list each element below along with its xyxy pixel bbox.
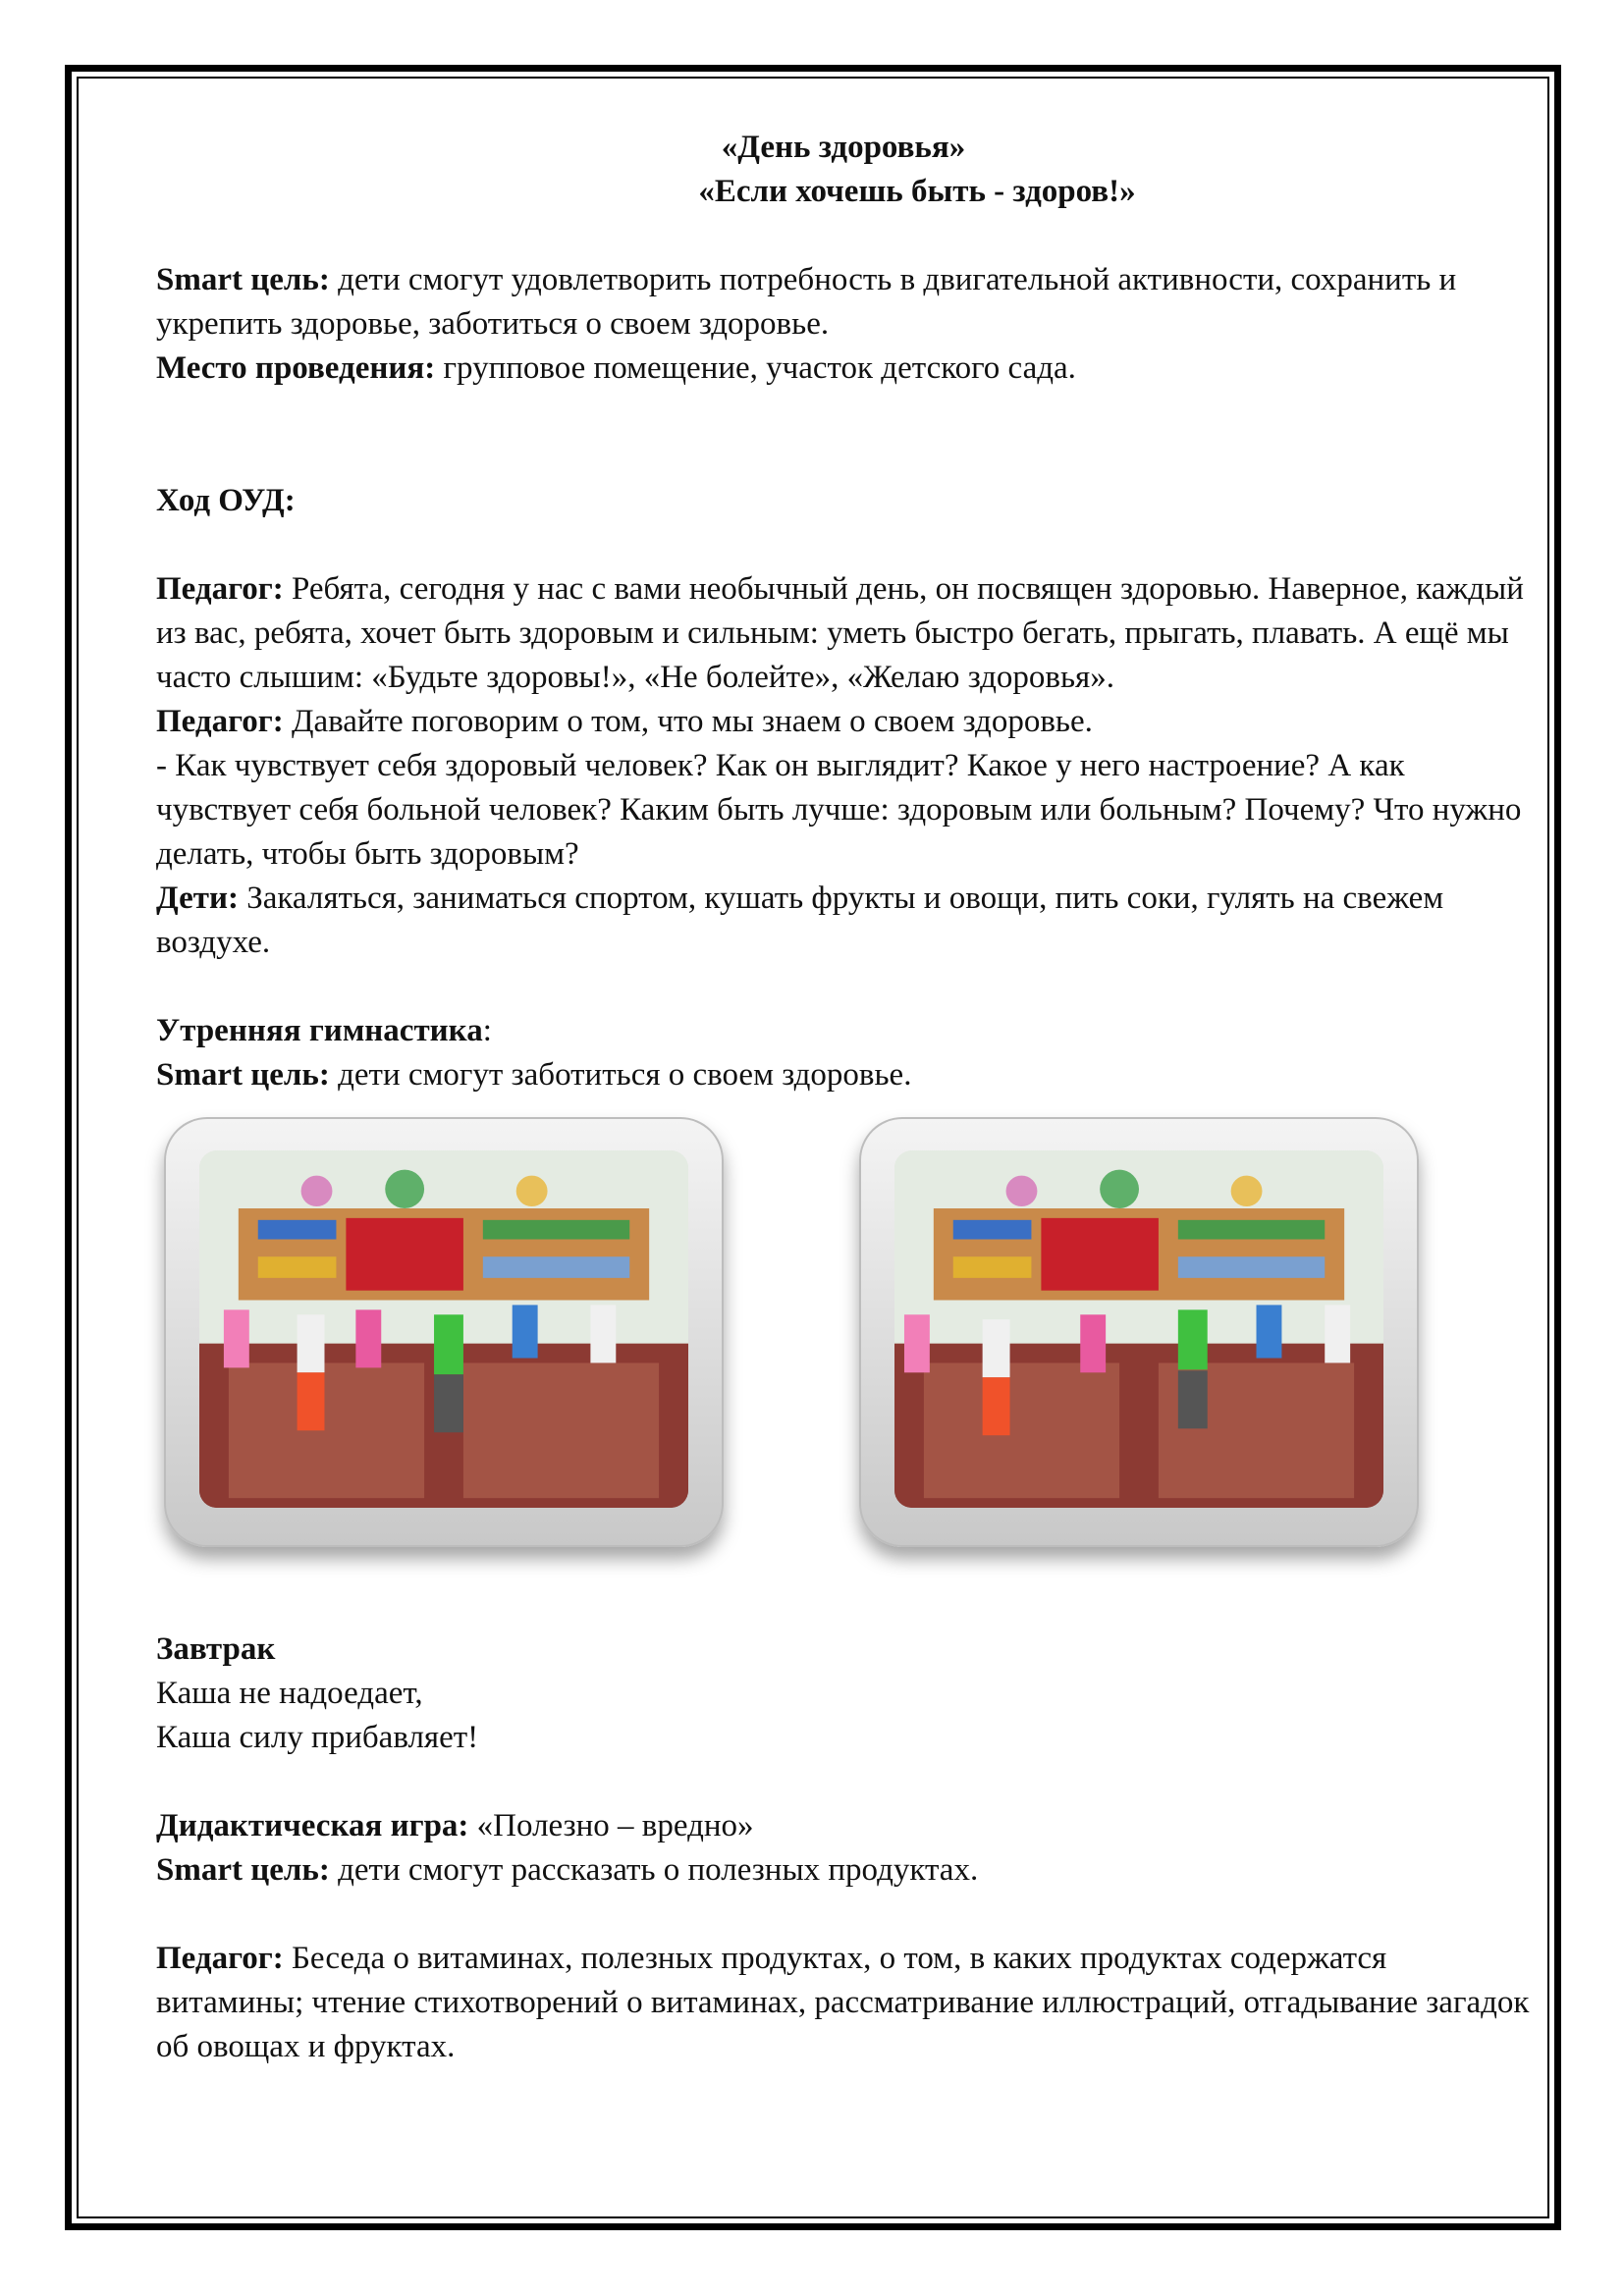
teacher-paragraph-3 [156, 1937, 1531, 2069]
document-title: «День здоровья» [721, 130, 966, 165]
teacher-paragraph-1 [156, 567, 1531, 700]
photo-row [156, 1117, 1531, 1578]
document-body [156, 126, 1531, 2069]
children-paragraph [156, 877, 1531, 965]
teacher-text: Ребята, сегодня у нас с вами необычный день, он посвящен здоровью. Наверное, каждый из вас, ребята, хочет быть здоровым и сильным: уметь быстро бегать, прыгать, плавать. А ещё мы часто слышим: «Будьте здоровы!», «Не болейте», «Желаю здоровья». [156, 571, 1524, 695]
photo-morning-exercise-1 [199, 1150, 688, 1508]
breakfast-heading: Завтрак [156, 1631, 276, 1667]
smart-goal-label: Smart цель: [156, 1852, 330, 1888]
teacher-label: Педагог: [156, 704, 284, 739]
breakfast-line-2: Каша силу прибавляет! [156, 1720, 479, 1755]
smart-goal-text: дети смогут удовлетворить потребность в двигательной активности, сохранить и укрепить здоровье, заботиться о своем здоровье. [156, 262, 1457, 342]
place-paragraph [156, 347, 1531, 391]
children-text: Закаляться, заниматься спортом, кушать фрукты и овощи, пить соки, гулять на свежем воздухе. [156, 881, 1444, 960]
smart-goal-label: Smart цель: [156, 262, 330, 297]
morning-gym-heading: Утренняя гимнастика: [156, 1013, 492, 1048]
smart-goal-paragraph-1 [156, 258, 1531, 347]
smart-goal-paragraph-3 [156, 1848, 1531, 1893]
teacher-text: Давайте поговорим о том, что мы знаем о своем здоровье. [283, 704, 1093, 739]
breakfast-line-1: Каша не надоедает, [156, 1676, 423, 1711]
photo-frame-right [859, 1117, 1419, 1547]
photo-morning-exercise-2 [894, 1150, 1383, 1508]
didactic-game-text: «Полезно – вредно» [468, 1808, 754, 1843]
smart-goal-label: Smart цель: [156, 1057, 330, 1093]
course-heading: Ход ОУД: [156, 483, 296, 518]
smart-goal-text: дети смогут заботиться о своем здоровье. [329, 1057, 912, 1093]
place-text: групповое помещение, участок детского сада. [435, 350, 1076, 386]
children-label: Дети: [156, 881, 239, 916]
teacher-label: Педагог: [156, 1941, 284, 1976]
didactic-game-paragraph [156, 1804, 1531, 1848]
teacher-paragraph-2 [156, 700, 1531, 744]
smart-goal-text: дети смогут рассказать о полезных продуктах. [329, 1852, 979, 1888]
teacher-label: Педагог: [156, 571, 284, 607]
place-label: Место проведения: [156, 350, 436, 386]
photo-frame-left [164, 1117, 724, 1547]
smart-goal-paragraph-2 [156, 1053, 1531, 1097]
didactic-game-label: Дидактическая игра: [156, 1808, 469, 1843]
document-subtitle: «Если хочешь быть - здоров!» [698, 174, 1136, 209]
teacher-text: Беседа о витаминах, полезных продуктах, о том, в каких продуктах содержатся витамины; чтение стихотворений о витаминах, рассматривание иллюстраций, отгадывание загадок об овощах и фруктах. [156, 1941, 1530, 2064]
questions-paragraph: - Как чувствует себя здоровый человек? Как он выглядит? Какое у него настроение? А как чувствует себя больной человек? Каким быть лучше: здоровым или больным? Почему? Что нужно делать, чтобы быть здоровым? [156, 748, 1522, 872]
